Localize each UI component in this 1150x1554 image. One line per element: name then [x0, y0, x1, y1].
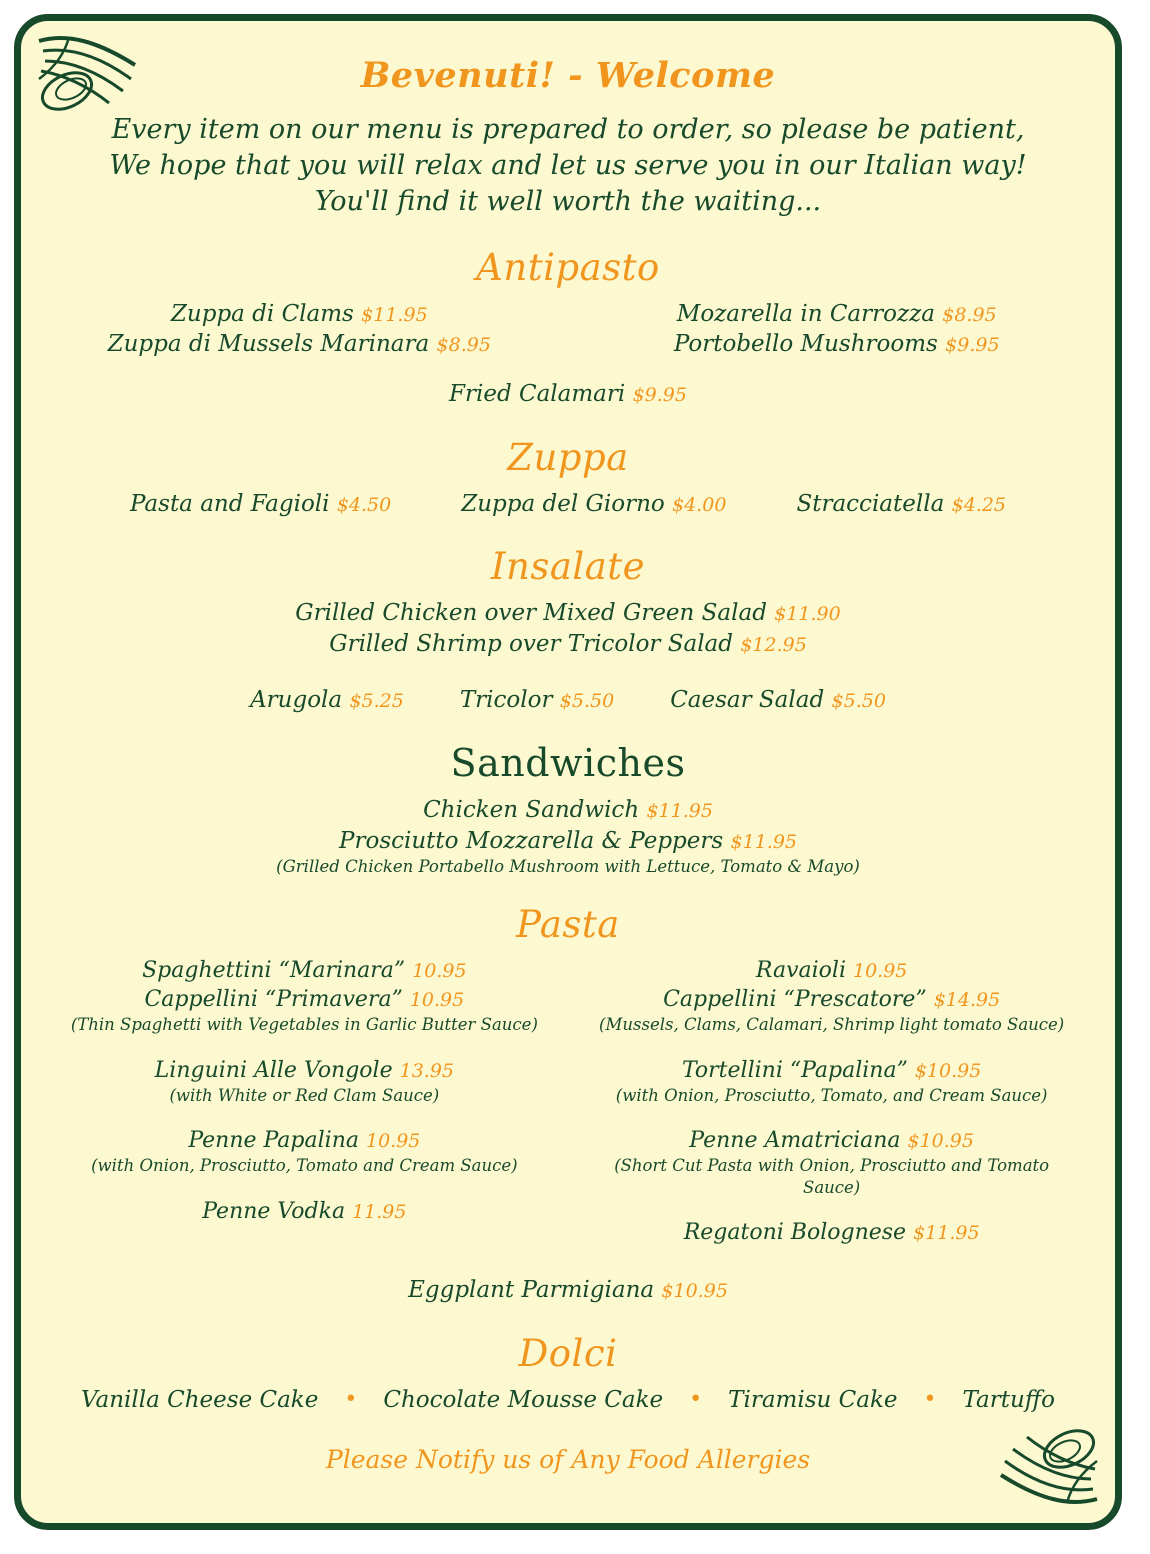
page-title: Bevenuti! - Welcome	[360, 55, 776, 96]
item-name: Eggplant Parmigiana	[408, 1277, 655, 1304]
menu-item	[460, 685, 614, 715]
item-name: Zuppa del Giorno	[461, 490, 665, 517]
menu-page	[14, 14, 1122, 1530]
bullet-separator-icon: •	[689, 1386, 703, 1412]
item-price: $4.00	[672, 493, 727, 516]
item-description: (with Onion, Prosciutto, Tomato and Cream Sauce)	[91, 1156, 518, 1176]
menu-item	[670, 685, 886, 715]
menu-item	[461, 489, 726, 519]
item-name: Penne Vodka	[202, 1198, 346, 1224]
item-price: 13.95	[399, 1059, 455, 1082]
item-name: Regatoni Bolognese	[683, 1220, 907, 1246]
menu-item-block	[61, 1197, 548, 1226]
menu-item: Tiramisu Cake	[728, 1386, 898, 1413]
pasta-group	[61, 956, 1075, 1267]
menu-item	[598, 329, 1075, 359]
menu-item-block	[61, 1126, 548, 1176]
menu-item: Tartuffo	[962, 1386, 1055, 1413]
item-price: $11.95	[913, 1222, 980, 1245]
bullet-separator-icon: •	[344, 1386, 358, 1412]
item-name: Mozarella in Carrozza	[676, 300, 935, 327]
item-name: Spaghettini “Marinara”	[142, 958, 406, 984]
item-name: Arugola	[250, 686, 343, 713]
menu-item	[588, 1218, 1075, 1247]
section-title-antipasto: Antipasto	[476, 245, 660, 289]
antipasto-right-column	[598, 299, 1075, 360]
sandwiches-group	[61, 795, 1075, 877]
item-price: $9.95	[632, 384, 687, 407]
item-price: $10.95	[661, 1280, 728, 1303]
item-price: $11.95	[730, 830, 797, 853]
section-title-sandwiches: Sandwiches	[450, 741, 686, 786]
item-description: (Grilled Chicken Portabello Mushroom with Lettuce, Tomato & Mayo)	[276, 856, 860, 876]
menu-item	[588, 1126, 1075, 1155]
item-price: 11.95	[352, 1200, 407, 1223]
item-price: $4.50	[336, 493, 392, 516]
menu-item-block	[588, 956, 1075, 1036]
item-price: $9.95	[945, 334, 1000, 357]
item-name: Linguini Alle Vongole	[154, 1057, 393, 1083]
dolci-group	[61, 1385, 1075, 1415]
item-name: Zuppa di Mussels Marinara	[107, 331, 430, 358]
pasta-left-column	[61, 956, 548, 1267]
menu-item	[61, 1056, 548, 1085]
menu-item	[61, 826, 1075, 856]
menu-item-block	[61, 956, 548, 1036]
item-price: $11.95	[646, 800, 713, 823]
item-name: Tricolor	[459, 686, 553, 713]
item-price: $10.95	[914, 1059, 982, 1082]
item-name: Caesar Salad	[670, 686, 825, 713]
menu-item	[61, 985, 548, 1014]
menu-item	[250, 685, 404, 715]
item-price: $14.95	[933, 989, 1001, 1012]
item-name: Zuppa di Clams	[170, 300, 354, 327]
menu-item	[61, 329, 538, 359]
menu-item	[61, 956, 548, 985]
item-name: Ravaioli	[755, 958, 846, 984]
section-title-insalate: Insalate	[490, 545, 646, 589]
menu-item	[61, 1126, 548, 1155]
item-price: $11.90	[774, 603, 841, 626]
item-name: Chicken Sandwich	[423, 797, 640, 824]
item-name: Fried Calamari	[449, 381, 626, 408]
antipasto-left-column	[61, 299, 538, 360]
menu-item-block	[61, 1056, 548, 1106]
item-name: Stracciatella	[796, 490, 945, 517]
item-price: $10.95	[907, 1130, 974, 1153]
item-description: (with Onion, Prosciutto, Tomato, and Cream Sauce)	[615, 1085, 1048, 1105]
item-name: Pasta and Fagioli	[129, 490, 330, 517]
menu-item	[588, 985, 1075, 1014]
item-price: 10.95	[365, 1130, 421, 1153]
menu-item	[588, 956, 1075, 985]
item-price: $5.50	[559, 689, 615, 712]
menu-item: Vanilla Cheese Cake	[81, 1386, 319, 1413]
menu-item	[61, 629, 1075, 659]
bullet-separator-icon: •	[923, 1386, 937, 1412]
item-price: $8.95	[942, 303, 997, 326]
intro-line-2: We hope that you will relax and let us serve you in our Italian way!	[109, 149, 1027, 181]
item-name: Tortellini “Papalina”	[681, 1057, 908, 1083]
intro-line-3: You'll find it well worth the waiting...	[314, 185, 822, 217]
pasta-right-column	[588, 956, 1075, 1267]
section-title-dolci: Dolci	[518, 1331, 618, 1375]
menu-item	[796, 489, 1006, 519]
item-description: (Mussels, Clams, Calamari, Shrimp light tomato Sauce)	[599, 1015, 1065, 1035]
intro-line-1: Every item on our menu is prepared to order, so please be patient,	[111, 114, 1025, 145]
menu-item: Chocolate Mousse Cake	[383, 1386, 664, 1413]
item-description: (Thin Spaghetti with Vegetables in Garlic Butter Sauce)	[70, 1015, 538, 1035]
item-name: Penne Amatriciana	[689, 1128, 901, 1154]
item-name: Prosciutto Mozzarella & Peppers	[339, 827, 724, 854]
item-price: $12.95	[740, 633, 807, 656]
section-title-pasta: Pasta	[516, 903, 620, 947]
allergy-notice: Please Notify us of Any Food Allergies	[325, 1445, 811, 1475]
item-price: $11.95	[361, 303, 428, 326]
menu-item	[61, 1275, 1075, 1305]
section-title-zuppa: Zuppa	[507, 435, 629, 479]
antipasto-group	[61, 299, 1075, 360]
menu-item	[61, 299, 538, 329]
item-description: (Short Cut Pasta with Onion, Prosciutto and Tomato Sauce)	[614, 1156, 1050, 1197]
item-description: (with White or Red Clam Sauce)	[169, 1085, 440, 1105]
item-name: Penne Papalina	[188, 1128, 359, 1154]
item-price: $4.25	[951, 493, 1007, 516]
item-price: $8.95	[436, 334, 491, 357]
item-price: 10.95	[409, 989, 465, 1012]
item-name: Portobello Mushrooms	[673, 331, 938, 358]
insalate-inline-group	[61, 685, 1075, 715]
zuppa-group	[61, 489, 1075, 519]
item-price: $5.25	[349, 689, 404, 712]
item-name: Grilled Chicken over Mixed Green Salad	[295, 600, 767, 627]
menu-item	[130, 489, 391, 519]
menu-item-block	[588, 1126, 1075, 1198]
menu-item	[61, 379, 1075, 409]
item-price: 10.95	[852, 960, 908, 983]
menu-item	[61, 598, 1075, 628]
menu-item-block	[588, 1056, 1075, 1106]
menu-item	[588, 1056, 1075, 1085]
item-price: $5.50	[831, 689, 886, 712]
menu-item-block	[588, 1218, 1075, 1247]
menu-item	[61, 1197, 548, 1226]
item-name: Cappellini “Primavera”	[144, 987, 403, 1013]
menu-item	[61, 795, 1075, 825]
item-price: 10.95	[412, 960, 467, 983]
item-name: Cappellini “Prescatore”	[663, 987, 927, 1013]
insalate-group	[61, 598, 1075, 659]
menu-item	[598, 299, 1075, 329]
item-name: Grilled Shrimp over Tricolor Salad	[329, 630, 733, 657]
intro-text	[63, 112, 1073, 220]
